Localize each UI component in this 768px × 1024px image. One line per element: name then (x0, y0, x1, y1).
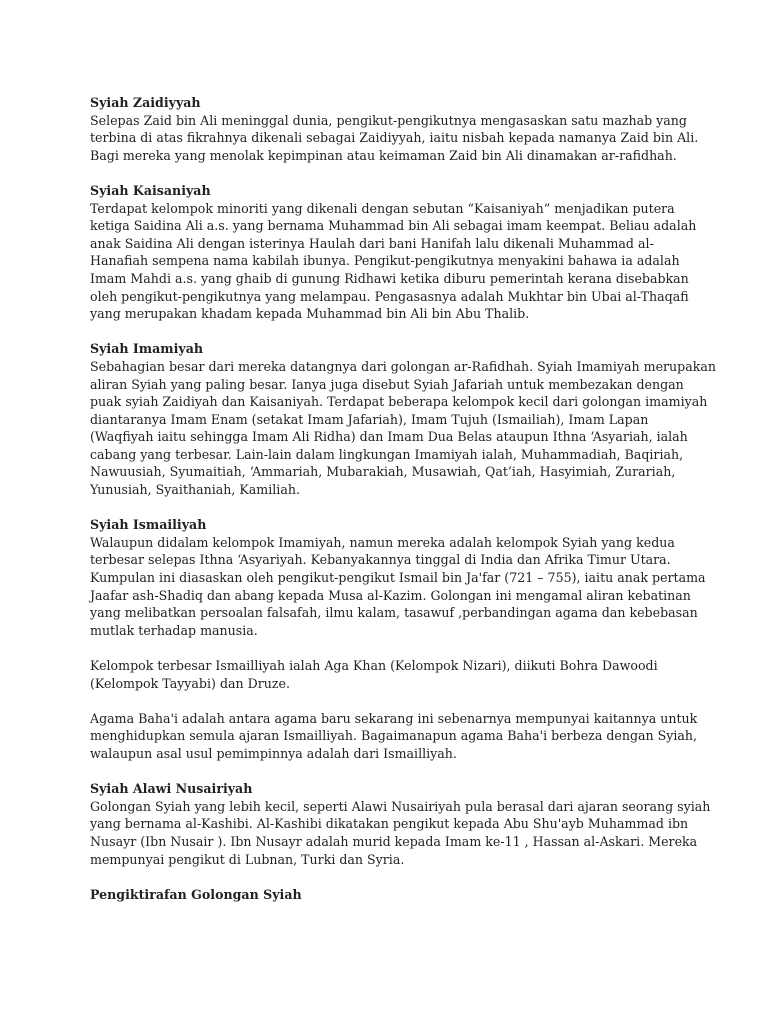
text-line: Selepas Zaid bin Ali meninggal dunia, pengikut-pengikutnya mengasaskan satu mazhab yang (90, 112, 687, 128)
text-line: Imam Mahdi a.s. yang ghaib di gunung Ridhawi ketika diburu pemerintah kerana disebabkan (90, 270, 689, 286)
text-line: terbina di atas fikrahnya dikenali sebagai Zaidiyyah, iaitu nisbah kepada namanya Zaid bin Ali. (90, 130, 699, 146)
section-heading: Syiah Zaidiyyah (90, 95, 201, 110)
section-pengiktirafan-golongan-syiah (90, 886, 730, 904)
paragraph (90, 798, 730, 868)
text-line: walaupun asal usul pemimpinnya adalah dari Ismailliyah. (90, 745, 457, 761)
text-line: Bagi mereka yang menolak kepimpinan atau keimaman Zaid bin Ali dinamakan ar-rafidhah. (90, 147, 677, 163)
section-syiah-kaisaniyah (90, 182, 730, 323)
text-line: cabang yang terbesar. Lain-lain dalam lingkungan Imamiyah ialah, Muhammadiah, Baqiriah, (90, 446, 684, 462)
section-syiah-alawi-nusairiyah (90, 780, 730, 868)
paragraph (90, 710, 730, 763)
text-line: oleh pengikut-pengikutnya yang melampau. Pengasasnya adalah Mukhtar bin Ubai al-Thaqafi (90, 288, 689, 304)
text-line: puak syiah Zaidiyah dan Kaisaniyah. Terdapat beberapa kelompok kecil dari golongan imamiyah (90, 394, 708, 410)
text-line: Sebahagian besar dari mereka datangnya dari golongan ar-Rafidhah. Syiah Imamiyah merupakan (90, 358, 716, 374)
text-line: menghidupkan semula ajaran Ismailliyah. Bagaimanapun agama Baha'i berbeza dengan Syiah, (90, 728, 698, 744)
text-line: yang melibatkan persoalan falsafah, ilmu kalam, tasawuf ,perbandingan agama dan kebebasan (90, 605, 698, 621)
text-line: yang merupakan khadam kepada Muhammad bin Ali bin Abu Thalib. (90, 306, 530, 322)
section-heading: Syiah Imamiyah (90, 341, 204, 357)
paragraph (90, 534, 730, 640)
section-syiah-ismailiyah (90, 516, 730, 762)
paragraph (90, 112, 730, 165)
document-page (90, 94, 730, 921)
section-syiah-zaidiyyah (90, 94, 730, 164)
text-line: mempunyai pengikut di Lubnan, Turki dan Syria. (90, 851, 405, 867)
text-line: Nusayr (Ibn Nusair ). Ibn Nusayr adalah murid kepada Imam ke-11 , Hassan al-Askari. Mereka (90, 833, 698, 849)
text-line: Hanafiah sempena nama kabilah ibunya. Pengikut-pengikutnya menyakini bahawa ia adalah (90, 253, 680, 269)
section-heading: Syiah Alawi Nusairiyah (90, 781, 253, 797)
text-line: Terdapat kelompok minoriti yang dikenali dengan sebutan “Kaisaniyah” menjadikan putera (90, 200, 675, 216)
text-line: Agama Baha'i adalah antara agama baru sekarang ini sebenarnya mempunyai kaitannya untuk (90, 710, 698, 726)
text-line: aliran Syiah yang paling besar. Ianya juga disebut Syiah Jafariah untuk membezakan dengan (90, 376, 684, 392)
text-line: Jaafar ash-Shadiq dan abang kepada Musa al-Kazim. Golongan ini mengamal aliran kebatinan (90, 587, 691, 603)
text-line: ketiga Saidina Ali a.s. yang bernama Muhammad bin Ali sebagai imam keempat. Beliau adalah (90, 218, 697, 234)
text-line: Nawuusiah, Syumaitiah, ‘Ammariah, Mubarakiah, Musawiah, Qat’iah, Hasyimiah, Zurariah, (90, 464, 676, 480)
text-line: Yunusiah, Syaithaniah, Kamiliah. (90, 482, 300, 498)
text-line: (Waqfiyah iaitu sehingga Imam Ali Ridha) dan Imam Dua Belas ataupun Ithna ‘Asyariah, ialah (90, 429, 688, 445)
text-line: (Kelompok Tayyabi) dan Druze. (90, 675, 290, 691)
text-line: Kumpulan ini diasaskan oleh pengikut-pengikut Ismail bin Ja'far (721 – 755), iaitu anak pertama (90, 570, 706, 586)
text-line: yang bernama al-Kashibi. Al-Kashibi dikatakan pengikut kepada Abu Shu'ayb Muhammad ibn (90, 816, 689, 832)
section-heading: Syiah Kaisaniyah (90, 182, 211, 198)
section-heading: Syiah Ismailiyah (90, 517, 207, 533)
text-line: mutlak terhadap manusia. (90, 622, 258, 638)
section-heading: Pengiktirafan Golongan Syiah (90, 886, 302, 902)
text-line: Walaupun didalam kelompok Imamiyah, namun mereka adalah kelompok Syiah yang kedua (90, 534, 675, 550)
text-line: Golongan Syiah yang lebih kecil, seperti Alawi Nusairiyah pula berasal dari ajaran seorang syiah (90, 798, 711, 814)
text-line: terbesar selepas Ithna ‘Asyariyah. Kebanyakannya tinggal di India dan Afrika Timur Utara. (90, 552, 671, 568)
text-line: anak Saidina Ali dengan isterinya Haulah dari bani Hanifah lalu dikenali Muhammad al- (90, 235, 654, 251)
paragraph (90, 657, 730, 692)
paragraph (90, 200, 730, 323)
text-line: Kelompok terbesar Ismailliyah ialah Aga Khan (Kelompok Nizari), diikuti Bohra Dawoodi (90, 658, 658, 673)
section-syiah-imamiyah (90, 340, 730, 498)
text-line: diantaranya Imam Enam (setakat Imam Jafariah), Imam Tujuh (Ismailiah), Imam Lapan (90, 411, 649, 427)
paragraph (90, 358, 730, 499)
